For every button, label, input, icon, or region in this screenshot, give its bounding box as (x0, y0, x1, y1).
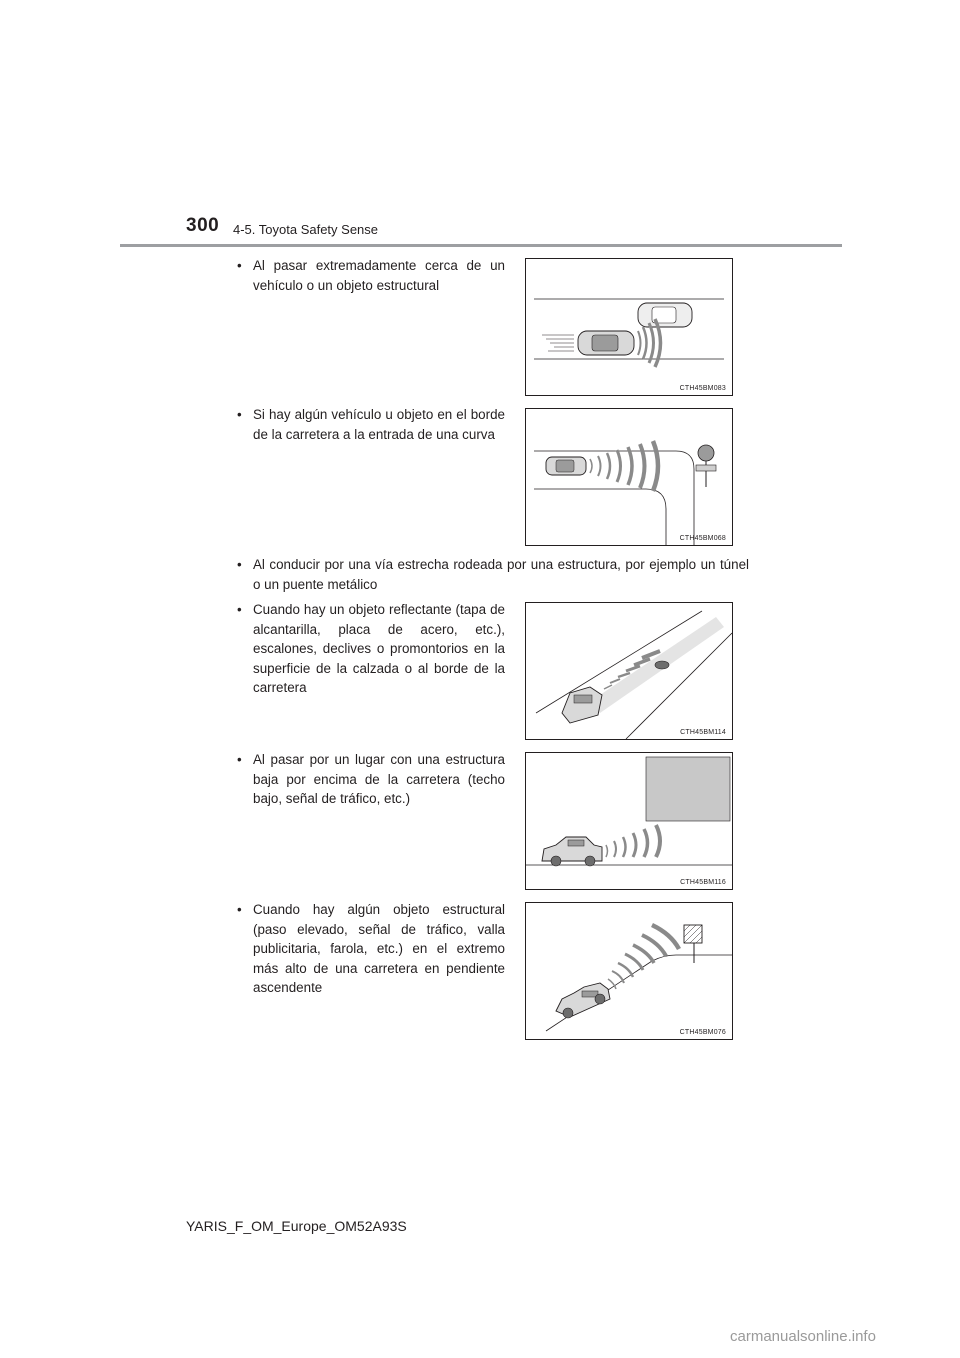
bullet: • (237, 407, 242, 422)
illustration-passing-vehicle (526, 259, 732, 395)
figure-uphill-structure (525, 902, 733, 1040)
figure-code: CTH45BM114 (680, 729, 726, 736)
figure-reflective-object (525, 602, 733, 740)
figure-code: CTH45BM083 (679, 385, 726, 392)
item-text: Al conducir por una vía estrecha rodeada por una estructura, por ejemplo un túnel o un puente metálico (253, 557, 749, 592)
item-text: Al pasar por un lugar con una estructura baja por encima de la carretera (techo bajo, señal de tráfico, etc.) (253, 752, 505, 806)
page-number: 300 (186, 215, 220, 236)
illustration-curve-road (526, 409, 732, 545)
watermark-link[interactable]: carmanualsonline.info (730, 1328, 876, 1345)
section-title: 4-5. Toyota Safety Sense (233, 222, 379, 237)
list-item (237, 600, 505, 698)
item-text: Cuando hay un objeto reflectante (tapa de alcantarilla, placa de acero, etc.), escalones, declives o promontorios en la superficie de la calzada o al borde de la carretera (253, 602, 505, 695)
figure-passing-close (525, 258, 733, 396)
item-text: Cuando hay algún objeto estructural (paso elevado, señal de tráfico, valla publicitaria, farola, etc.) en el extremo más alto de una carretera en pendiente ascendente (253, 902, 505, 995)
illustration-uphill-road (526, 903, 732, 1039)
bullet: • (237, 602, 242, 617)
bullet: • (237, 902, 242, 917)
figure-code: CTH45BM068 (679, 535, 726, 542)
figure-curve-entrance (525, 408, 733, 546)
footer-doc-id: YARIS_F_OM_Europe_OM52A93S (186, 1218, 407, 1234)
item-text: Al pasar extremadamente cerca de un vehículo o un objeto estructural (253, 258, 505, 293)
figure-code: CTH45BM116 (680, 879, 726, 886)
bullet: • (237, 258, 242, 273)
header-rule (120, 244, 842, 247)
list-item (237, 900, 505, 998)
bullet: • (237, 752, 242, 767)
list-item (237, 750, 505, 809)
figure-low-structure (525, 752, 733, 890)
list-item (237, 555, 749, 594)
bullet: • (237, 557, 242, 572)
list-item (237, 405, 505, 444)
figure-code: CTH45BM076 (679, 1029, 726, 1036)
list-item (237, 256, 505, 295)
illustration-low-overhead-structure (526, 753, 732, 889)
item-text: Si hay algún vehículo u objeto en el borde de la carretera a la entrada de una curva (253, 407, 505, 442)
illustration-reflective-object (526, 603, 732, 739)
